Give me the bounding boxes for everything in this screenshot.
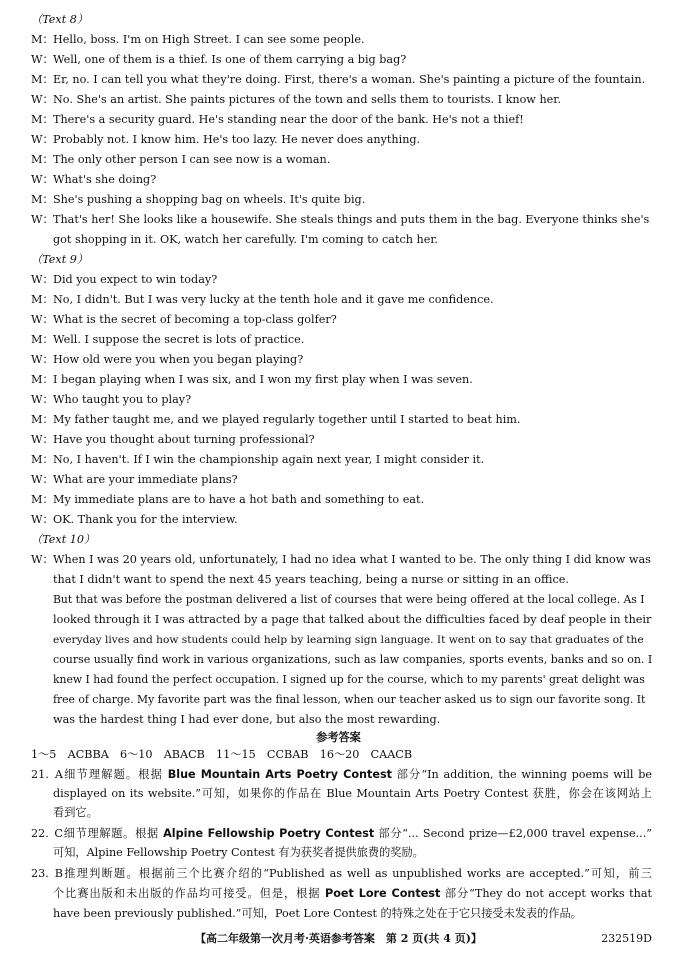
utterance-text: How old were you when you began playing? bbox=[53, 353, 304, 366]
text8-line bbox=[31, 92, 652, 108]
utterance-text: free of charge. My favorite part was the final lesson, when our teacher asked us to sign our favorite song. It bbox=[53, 693, 646, 706]
speaker-label: M： bbox=[31, 153, 54, 166]
text10-line bbox=[31, 572, 652, 588]
footer-page-label: 【高二年级第一次月考·英语参考答案 第 2 页(共 4 页)】 bbox=[195, 932, 482, 945]
text8-line bbox=[31, 212, 652, 228]
text10-line bbox=[31, 552, 652, 568]
text10-line bbox=[31, 632, 652, 648]
utterance-text: was the hardest thing I had ever done, but also the most rewarding. bbox=[53, 713, 441, 726]
utterance-text: Well. I suppose the secret is lots of practice. bbox=[53, 333, 305, 346]
utterance-text: OK. Thank you for the interview. bbox=[53, 513, 238, 526]
text9-line bbox=[31, 312, 652, 328]
speaker-label: M： bbox=[31, 293, 54, 306]
utterance-text: There's a security guard. He's standing near the door of the bank. He's not a thief! bbox=[53, 113, 524, 126]
speaker-label: W： bbox=[31, 473, 54, 486]
utterance-text: But that was before the postman delivered a list of courses that were being offered at the local college. As I bbox=[53, 593, 645, 606]
text10-tag: （Text 10） bbox=[31, 533, 96, 546]
utterance-text: got shopping in it. OK, watch her carefully. I'm coming to catch her. bbox=[53, 233, 438, 246]
speaker-label: W： bbox=[31, 273, 54, 286]
speaker-label: M： bbox=[31, 493, 54, 506]
utterance-text: Er, no. I can tell you what they're doing. First, there's a woman. She's painting a picture of the fountain. bbox=[53, 73, 646, 86]
utterance-text: She's pushing a shopping bag on wheels. It's quite big. bbox=[53, 193, 366, 206]
utterance-text: That's her! She looks like a housewife. She steals things and puts them in the bag. Everyone thinks she's bbox=[53, 213, 650, 226]
answer-22-line-2: 可知，Alpine Fellowship Poetry Contest 有为获奖者提供旅费的奖励。 bbox=[53, 846, 424, 859]
utterance-text: Have you thought about turning professional? bbox=[53, 433, 315, 446]
utterance-text: Well, one of them is a thief. Is one of them carrying a big bag? bbox=[53, 53, 407, 66]
utterance-text: Probably not. I know him. He's too lazy. He never does anything. bbox=[53, 133, 421, 146]
text8-line bbox=[31, 172, 652, 188]
text9-line bbox=[31, 412, 652, 428]
utterance-text: No. She's an artist. She paints pictures of the town and sells them to tourists. I know her. bbox=[53, 93, 561, 106]
utterance-text: knew I had found the perfect occupation. I signed up for the course, which to my parents' great delight was bbox=[53, 673, 645, 686]
utterance-text: What is the secret of becoming a top-class golfer? bbox=[53, 313, 337, 326]
utterance-text: No, I didn't. But I was very lucky at the tenth hole and it gave me confidence. bbox=[53, 293, 494, 306]
text9-line bbox=[31, 512, 652, 528]
utterance-text: My father taught me, and we played regularly together until I started to beat him. bbox=[53, 413, 521, 426]
utterance-text: everyday lives and how students could help by learning sign language. It went on to say that graduates of the bbox=[53, 634, 644, 646]
answer-22-line-1: 22. C细节理解题。根据 Alpine Fellowship Poetry Contest 部分“... Second prize—£2,000 travel expense...” bbox=[31, 827, 652, 840]
text9-line bbox=[31, 472, 652, 488]
text8-line bbox=[31, 32, 652, 48]
text9-line bbox=[31, 372, 652, 388]
text8-line bbox=[31, 132, 652, 148]
utterance-text: The only other person I can see now is a woman. bbox=[53, 153, 331, 166]
answer-23-line-2: 个比赛出版和未出版的作品均可接受。但是，根据 Poet Lore Contest 部分“They do not accept works that bbox=[53, 887, 652, 900]
text8-line bbox=[31, 72, 652, 88]
utterance-text: Did you expect to win today? bbox=[53, 273, 218, 286]
speaker-label: W： bbox=[31, 53, 54, 66]
text8-line bbox=[31, 232, 652, 248]
utterance-text: No, I haven't. If I win the championship again next year, I might consider it. bbox=[53, 453, 485, 466]
speaker-label: W： bbox=[31, 313, 54, 326]
speaker-label: W： bbox=[31, 393, 54, 406]
utterance-text: Who taught you to play? bbox=[53, 393, 192, 406]
answer-23-number: 23. B bbox=[31, 867, 63, 880]
speaker-label: M： bbox=[31, 193, 54, 206]
text9-line bbox=[31, 452, 652, 468]
utterance-text: looked through it I was attracted by a page that talked about the difficulties faced by deaf people in their bbox=[53, 613, 652, 626]
speaker-label: W： bbox=[31, 213, 54, 226]
speaker-label: W： bbox=[31, 133, 54, 146]
text10-line bbox=[31, 692, 652, 708]
speaker-label: W： bbox=[31, 513, 54, 526]
speaker-label: W： bbox=[31, 353, 54, 366]
answer-21-line-2: displayed on its website.”可知，如果你的作品在 Blue Mountain Arts Poetry Contest 获胜，你会在该网站上 bbox=[53, 787, 652, 800]
text8-line bbox=[31, 52, 652, 68]
text9-line bbox=[31, 352, 652, 368]
speaker-label: W： bbox=[31, 93, 54, 106]
speaker-label: M： bbox=[31, 73, 54, 86]
text9-line bbox=[31, 292, 652, 308]
speaker-label: W： bbox=[31, 433, 54, 446]
answer-21-number: 21. A bbox=[31, 768, 63, 781]
speaker-label: W： bbox=[31, 173, 54, 186]
footer-code: 232519D bbox=[601, 932, 652, 945]
text9-tag: （Text 9） bbox=[31, 253, 89, 266]
speaker-label: M： bbox=[31, 33, 54, 46]
speaker-label: M： bbox=[31, 373, 54, 386]
utterance-text: When I was 20 years old, unfortunately, I had no idea what I wanted to be. The only thing I did know was bbox=[53, 553, 651, 566]
speaker-label: W： bbox=[31, 553, 54, 566]
speaker-label: M： bbox=[31, 413, 54, 426]
utterance-text: I began playing when I was six, and I won my first play when I was seven. bbox=[53, 373, 473, 386]
text10-line bbox=[31, 592, 652, 608]
utterance-text: that I didn't want to spend the next 45 years teaching, being a nurse or sitting in an office. bbox=[53, 573, 569, 586]
answers-title: 参考答案 bbox=[316, 730, 361, 744]
text9-line bbox=[31, 492, 652, 508]
answer-23-line-3: have been previously published.”可知，Poet Lore Contest 的特殊之处在于它只接受未发表的作品。 bbox=[53, 907, 582, 920]
utterance-text: What's she doing? bbox=[53, 173, 157, 186]
text8-line bbox=[31, 152, 652, 168]
utterance-text: Hello, boss. I'm on High Street. I can see some people. bbox=[53, 33, 365, 46]
answer-22-number: 22. C bbox=[31, 827, 63, 840]
text9-line bbox=[31, 432, 652, 448]
mc-answers: 1～5 ACBBA 6～10 ABACB 11～15 CCBAB 16～20 CAACB bbox=[31, 748, 413, 761]
answer-21-line-1: 21. A细节理解题。根据 Blue Mountain Arts Poetry Contest 部分“In addition, the winning poems will be bbox=[31, 768, 653, 781]
text10-line bbox=[31, 652, 652, 668]
text8-line bbox=[31, 192, 652, 208]
text10-line bbox=[31, 612, 652, 628]
answer-23-line-1: 23. B推理判断题。根据前三个比赛介绍的“Published as well as unpublished works are accepted.”可知，前三 bbox=[31, 867, 652, 880]
text8-tag: （Text 8） bbox=[31, 13, 89, 26]
utterance-text: course usually find work in various organizations, such as law companies, sports events, banks and so on. I bbox=[53, 653, 653, 666]
text10-line bbox=[31, 712, 652, 728]
text9-line bbox=[31, 272, 652, 288]
answer-21-line-3: 看到它。 bbox=[53, 806, 98, 819]
text9-line bbox=[31, 392, 652, 408]
speaker-label: M： bbox=[31, 113, 54, 126]
text9-line bbox=[31, 332, 652, 348]
speaker-label: M： bbox=[31, 453, 54, 466]
utterance-text: My immediate plans are to have a hot bath and something to eat. bbox=[53, 493, 425, 506]
speaker-label: M： bbox=[31, 333, 54, 346]
utterance-text: What are your immediate plans? bbox=[53, 473, 238, 486]
text10-line bbox=[31, 672, 652, 688]
text8-line bbox=[31, 112, 652, 128]
